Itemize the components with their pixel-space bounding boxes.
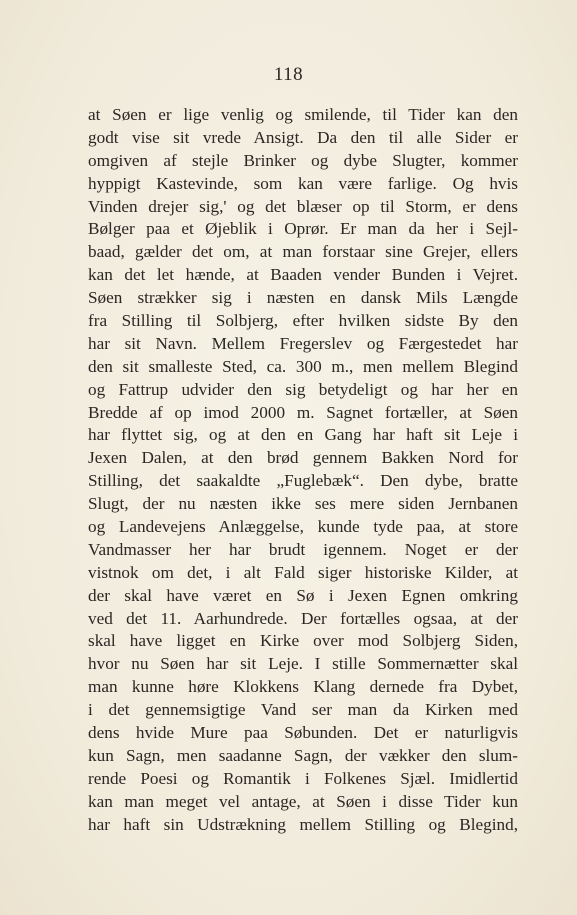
text-line: kan man meget vel antage, at Søen i disse Tider kun bbox=[88, 791, 518, 811]
text-line: vistnok om det, i alt Fald siger historiske Kilder, at bbox=[88, 562, 518, 582]
text-line: skal have ligget en Kirke over mod Solbjerg Siden, bbox=[88, 631, 518, 651]
text-line: hvor nu Søen har sit Leje. I stille Sommernætter skal bbox=[88, 654, 518, 674]
text-line: fra Stilling til Solbjerg, efter hvilken sidste By den bbox=[88, 311, 518, 331]
text-line: i det gennemsigtige Vand ser man da Kirken med bbox=[88, 700, 518, 720]
page-number: 118 bbox=[273, 64, 304, 85]
text-line: kun Sagn, men saadanne Sagn, der vækker den slum- bbox=[88, 745, 518, 765]
body-text bbox=[88, 104, 518, 837]
text-line: Bredde af op imod 2000 m. Sagnet fortæller, at Søen bbox=[88, 402, 518, 422]
text-line: godt vise sit vrede Ansigt. Da den til alle Sider er bbox=[88, 127, 518, 147]
text-line: Bølger paa et Øjeblik i Oprør. Er man da her i Sejl- bbox=[88, 219, 518, 239]
text-line: ved det 11. Aarhundrede. Der fortælles ogsaa, at der bbox=[88, 608, 518, 628]
text-line: man kunne høre Klokkens Klang dernede fra Dybet, bbox=[88, 677, 518, 697]
text-line: Søen strækker sig i næsten en dansk Mils Længde bbox=[88, 288, 518, 308]
text-line: hyppigt Kastevinde, som kan være farlige. Og hvis bbox=[88, 173, 518, 193]
text-line: Stilling, det saakaldte „Fuglebæk“. Den dybe, bratte bbox=[88, 471, 518, 491]
text-line: har sit Navn. Mellem Fregerslev og Færgestedet har bbox=[88, 333, 518, 353]
text-line: baad, gælder det om, at man forstaar sine Grejer, ellers bbox=[88, 242, 518, 262]
text-line: har flyttet sig, og at den en Gang har haft sit Leje i bbox=[88, 425, 518, 445]
text-line: og Landevejens Anlæggelse, kunde tyde paa, at store bbox=[88, 517, 518, 537]
text-line: Slugt, der nu næsten ikke ses mere siden Jernbanen bbox=[88, 494, 518, 514]
text-line: Vinden drejer sig,' og det blæser op til Storm, er dens bbox=[88, 196, 518, 216]
text-line: der skal have været en Sø i Jexen Egnen omkring bbox=[88, 585, 518, 605]
text-line: Vandmasser her har brudt igennem. Noget er der bbox=[88, 539, 518, 559]
text-line: rende Poesi og Romantik i Folkenes Sjæl. Imidlertid bbox=[88, 768, 518, 788]
text-line: har haft sin Udstrækning mellem Stilling og Blegind, bbox=[88, 814, 518, 834]
text-line: kan det let hænde, at Baaden vender Bunden i Vejret. bbox=[88, 265, 518, 285]
text-line: den sit smalleste Sted, ca. 300 m., men mellem Blegind bbox=[88, 356, 518, 376]
text-line: og Fattrup udvider den sig betydeligt og har her en bbox=[88, 379, 518, 399]
text-line: Jexen Dalen, at den brød gennem Bakken Nord for bbox=[88, 448, 518, 468]
text-line: omgiven af stejle Brinker og dybe Slugter, kommer bbox=[88, 150, 518, 170]
text-line: dens hvide Mure paa Søbunden. Det er naturligvis bbox=[88, 723, 518, 743]
text-line: at Søen er lige venlig og smilende, til Tider kan den bbox=[88, 105, 518, 124]
